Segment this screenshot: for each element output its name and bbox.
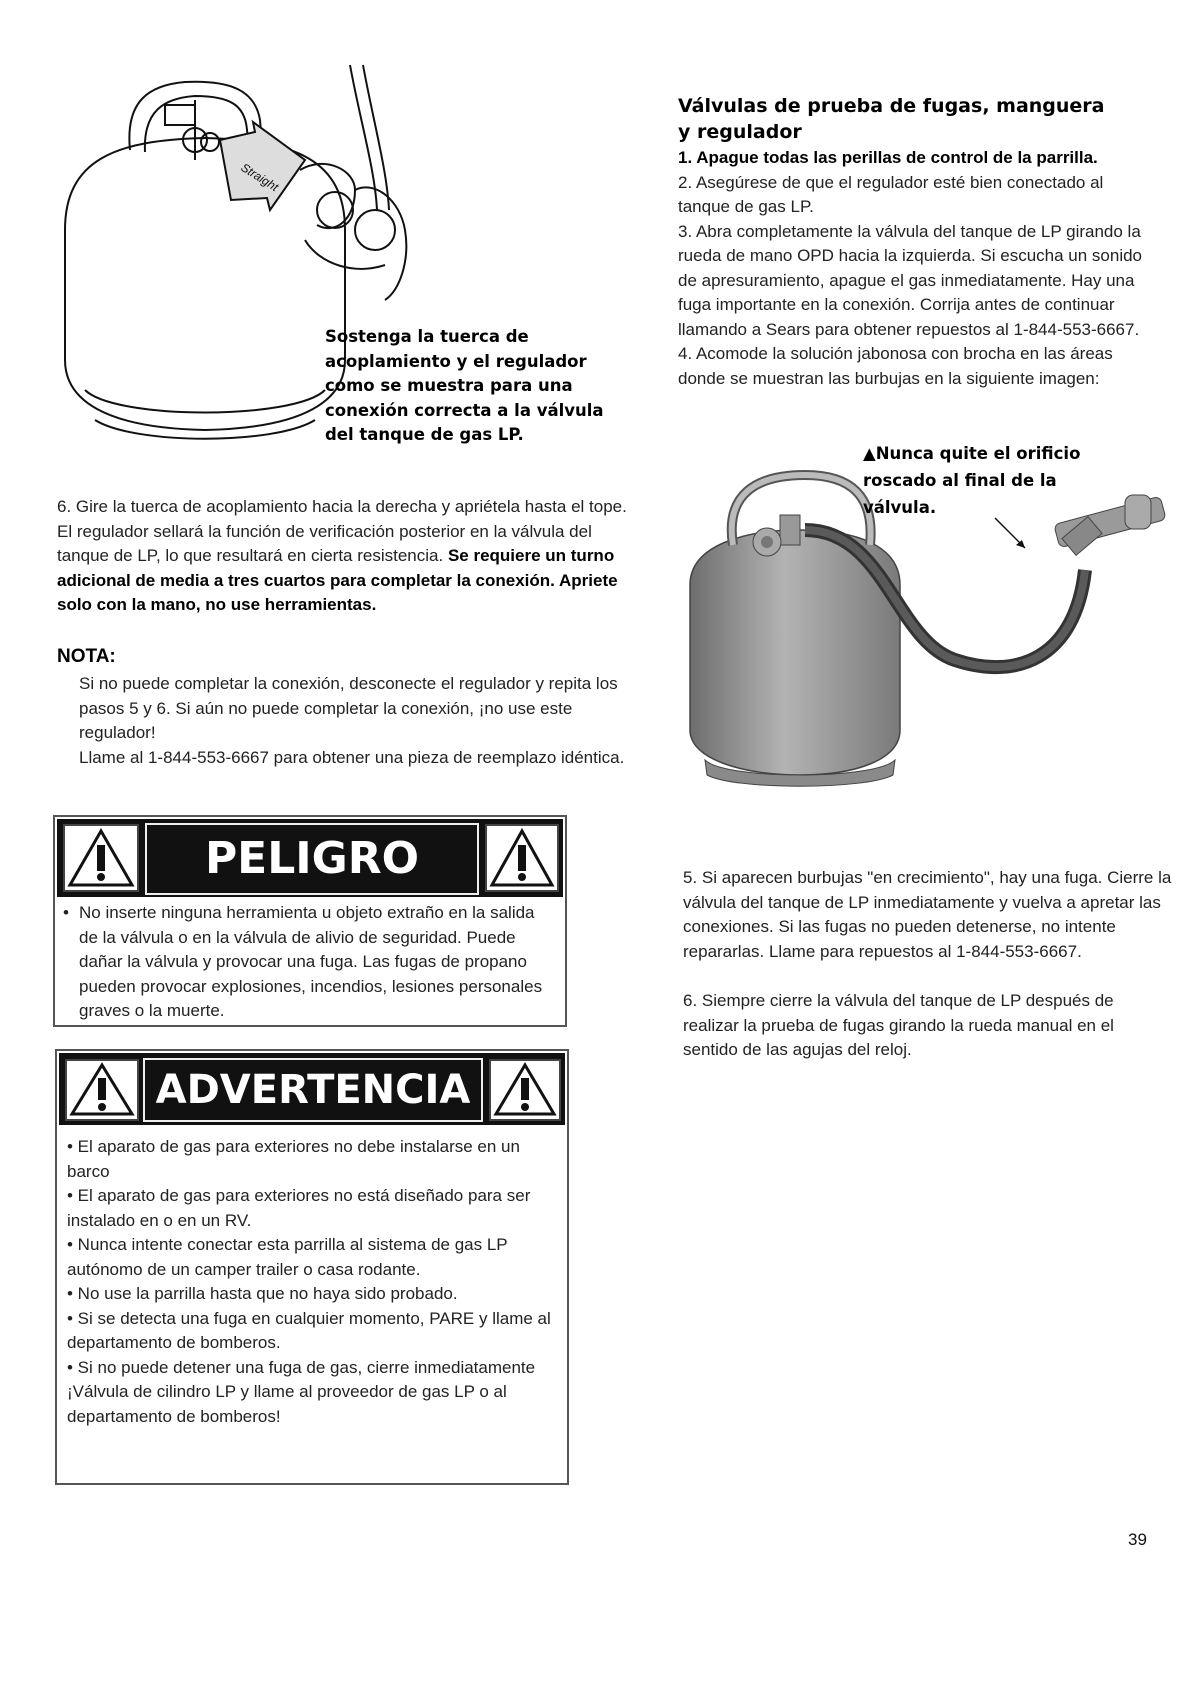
- right-heading: Válvulas de prueba de fugas, manguera y regulador: [678, 95, 1105, 143]
- advertencia-banner: [59, 1053, 565, 1125]
- nota-body: [79, 672, 629, 770]
- list-item: • Nunca intente conectar esta parrilla al sistema de gas LP autónomo de un camper trailer o casa rodante.: [67, 1235, 508, 1279]
- advertencia-right-warning-cell: [489, 1059, 561, 1121]
- figure1-caption-line: como se muestra para una: [325, 376, 573, 395]
- list-item: • El aparato de gas para exteriores no debe instalarse en un barco: [67, 1137, 520, 1181]
- peligro-right-warning-cell: [485, 824, 559, 892]
- advertencia-list: [67, 1135, 557, 1429]
- figure1-caption-line: conexión correcta a la válvula: [325, 400, 604, 420]
- list-item: ¡Válvula de cilindro LP y llame al proveedor de gas LP o al departamento de bomberos!: [67, 1382, 507, 1426]
- peligro-title: PELIGRO: [145, 823, 479, 895]
- warning-triangle-icon: [65, 826, 137, 890]
- figure1-caption: [325, 325, 615, 448]
- list-item: • Si no puede detener una fuga de gas, cierre inmediatamente: [67, 1357, 536, 1377]
- list-item: • No use la parrilla hasta que no haya sido probado.: [67, 1284, 458, 1303]
- advertencia-title: ADVERTENCIA: [143, 1058, 483, 1122]
- nota-line-2: Llame al 1-844-553-6667 para obtener una pieza de reemplazo idéntica.: [79, 747, 625, 767]
- list-item: • Si se detecta una fuga en cualquier momento, PARE y llame al departamento de bomberos.: [67, 1308, 551, 1352]
- step-2: 2. Asegúrese de que el regulador esté bien conectado al tanque de gas LP.: [678, 172, 1104, 216]
- nota-line-1: Si no puede completar la conexión, desconecte el regulador y repita los pasos 5 y 6. Si aún no puede completar la conexión, ¡no use este regulador!: [79, 674, 618, 742]
- step-1: 1. Apague todas las perillas de control de la parrilla.: [678, 148, 1098, 167]
- advertencia-left-warning-cell: [65, 1059, 139, 1121]
- page-number: 39: [1128, 1530, 1147, 1549]
- step-5: 5. Si aparecen burbujas "en crecimiento", hay una fuga. Cierre la válvula del tanque de LP inmediatamente y vuelva a apretar las conexiones. Si las fugas no pueden detenerse, no intente repararlas. Llame para repuestos al 1-844-553-6667.: [683, 868, 1172, 961]
- warning-triangle-icon: [67, 1061, 137, 1119]
- straight-label: Straight: [238, 160, 281, 195]
- peligro-box: [53, 815, 567, 1027]
- figure2-caption: [863, 440, 1123, 521]
- list-item: • El aparato de gas para exteriores no está diseñado para ser instalado en o en un RV.: [67, 1186, 531, 1230]
- step-4: 4. Acomode la solución jabonosa con brocha en las áreas donde se muestran las burbujas en la siguiente imagen:: [678, 344, 1113, 388]
- right-steps: [678, 146, 1156, 391]
- warning-triangle-icon: [487, 826, 557, 890]
- figure1-caption-line: Sostenga la tuerca de: [325, 327, 529, 346]
- figure2-caption-line: ▲Nunca quite el orificio: [863, 444, 1081, 463]
- peligro-left-warning-cell: [63, 824, 139, 892]
- nota-heading: NOTA:: [57, 646, 116, 667]
- peligro-banner: [57, 819, 563, 897]
- bullet-icon: •: [63, 903, 69, 922]
- advertencia-box: [55, 1049, 569, 1485]
- figure2-caption-line: válvula.: [863, 498, 937, 517]
- step-3: 3. Abra completamente la válvula del tanque de LP girando la rueda de mano OPD hacia la izquierda. Si escucha un sonido de apresuramiento, apague el gas inmediatamente. Hay una fuga importante en la conexión. Corrija antes de continuar llamando a Sears para obtener repuestos al 1-844-553-6667.: [678, 221, 1143, 339]
- step-6-right: 6. Siempre cierre la válvula del tanque de LP después de realizar la prueba de fugas girando la rueda manual en el sentido de las agujas del reloj.: [683, 991, 1114, 1059]
- peligro-text: [63, 901, 543, 1024]
- figure1-caption-line: del tanque de gas LP.: [325, 425, 524, 444]
- warning-triangle-icon: [491, 1061, 559, 1119]
- figure1-caption-line: acoplamiento y el regulador: [325, 351, 587, 371]
- peligro-body: No inserte ninguna herramienta u objeto extraño en la salida de la válvula o en la válvula de alivio de seguridad. Puede dañar la válvula y provocar una fuga. Las fugas de propano pueden provocar explosiones, incendios, lesiones personales graves o la muerte.: [79, 903, 543, 1020]
- figure2-caption-line: roscado al final de la: [863, 471, 1057, 490]
- step-6-text: 6. Gire la tuerca de acoplamiento hacia la derecha y apriételа hasta el tope. El regulador sellará la función de verificación posterior en la válvula del tanque de LP, lo que resultará en cierta resistencia.: [57, 497, 627, 565]
- step-6-bold-text: Se requiere un turno adicional de media a tres cuartos para completar la conexión. Apriete solo con la mano, no use herramientas.: [57, 546, 618, 614]
- step-6-paragraph: [57, 495, 630, 618]
